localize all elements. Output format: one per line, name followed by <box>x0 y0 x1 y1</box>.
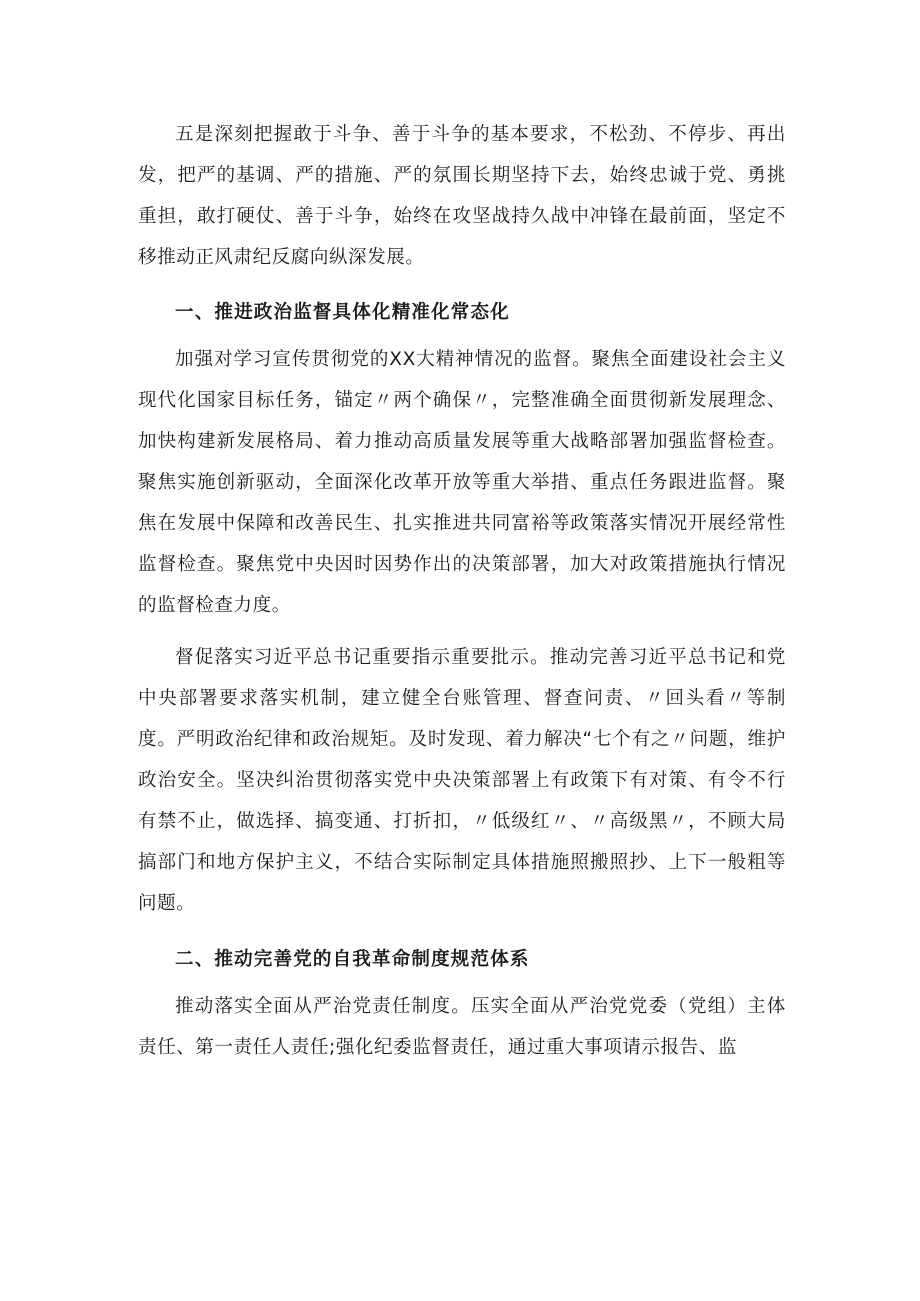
section-heading-2: 二、推动完善党的自我革命制度规范体系 <box>175 949 530 970</box>
paragraph-1: 五是深刻把握敢于斗争、善于斗争的基本要求，不松劲、不停步、再出发，把严的基调、严的措施、严的氛围长期坚持下去，始终忠诚于党、勇挑重担，敢打硬仗、善于斗争，始终在攻坚战持久战中冲锋在最前面，坚定不移推动正风肃纪反腐向纵深发展。 <box>138 124 786 268</box>
paragraph-3: 督促落实习近平总书记重要指示重要批示。推动完善习近平总书记和党中央部署要求落实机制，建立健全台账管理、督查问责、〃回头看〃等制度。严明政治纪律和政治规矩。及时发现、着力解决“七个有之〃问题，维护政治安全。坚决纠治贯彻落实党中央决策部署上有政策下有对策、有令不行有禁不止，做选择、搞变通、打折扣，〃低级红〃、〃高级黑〃，不顾大局搞部门和地方保护主义，不结合实际制定具体措施照搬照抄、上下一般粗等问题。 <box>138 647 786 914</box>
section-heading-1: 一、推进政治监督具体化精准化常态化 <box>175 302 510 323</box>
paragraph-2: 加强对学习宣传贯彻党的XX大精神情况的监督。聚焦全面建设社会主义现代化国家目标任务，锚定〃两个确保〃，完整准确全面贯彻新发展理念、加快构建新发展格局、着力推动高质量发展等重大战略部署加强监督检查。聚焦实施创新驱动，全面深化改革开放等重大举措、重点任务跟进监督。聚焦在发展中保障和改善民生、扎实推进共同富裕等政策落实情况开展经常性监督检查。聚焦党中央因时因势作出的决策部署，加大对政策措施执行情况的监督检查力度。 <box>138 349 786 616</box>
paragraph-4: 推动落实全面从严治党责任制度。压实全面从严治党党委（党组）主体责任、第一责任人责任;强化纪委监督责任，通过重大事项请示报告、监 <box>138 996 786 1058</box>
document-body <box>138 114 786 1068</box>
